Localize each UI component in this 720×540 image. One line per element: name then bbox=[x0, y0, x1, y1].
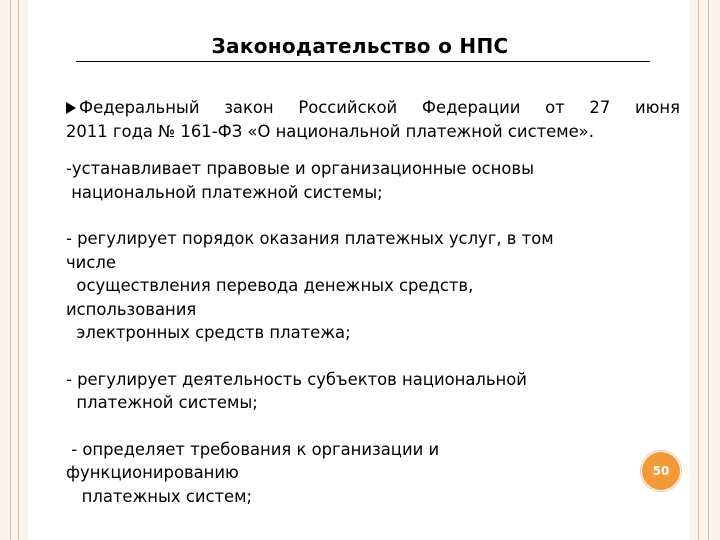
page-number-badge: 50 bbox=[641, 451, 681, 491]
paragraph-line: платежной системы; bbox=[66, 393, 258, 412]
arrow-bullet-icon bbox=[66, 102, 76, 114]
right-border-line bbox=[708, 0, 709, 540]
law-reference-text: Федеральный закон Российской Федерации от 27 июня bbox=[79, 98, 680, 117]
slide-title: Законодательство о НПС bbox=[211, 34, 509, 58]
paragraph-line: - регулирует деятельность субъектов национальной bbox=[66, 369, 527, 389]
paragraph-line: осуществления перевода денежных средств, bbox=[66, 276, 474, 295]
law-reference-text: 2011 года № 161-ФЗ «О национальной платежной системе». bbox=[66, 121, 594, 141]
paragraph-line: функционированию bbox=[66, 463, 239, 482]
left-decorative-border bbox=[0, 0, 28, 540]
paragraph-line: - определяет требования к организации и bbox=[66, 439, 440, 459]
law-reference-line bbox=[66, 96, 680, 120]
law-reference bbox=[66, 96, 680, 143]
left-border-line bbox=[10, 0, 11, 540]
right-decorative-border bbox=[690, 0, 720, 540]
paragraph-line: национальной платежной системы; bbox=[66, 182, 383, 202]
title-underline bbox=[76, 61, 650, 62]
paragraph bbox=[66, 438, 680, 509]
right-border-line bbox=[698, 0, 699, 540]
paragraph-line: числе bbox=[66, 252, 116, 272]
paragraph bbox=[66, 368, 680, 415]
paragraph-line: платежных систем; bbox=[66, 486, 253, 506]
paragraph-line: использования bbox=[66, 299, 197, 319]
slide-body bbox=[66, 96, 680, 508]
paragraph bbox=[66, 227, 680, 345]
paragraph-line: электронных средств платежа; bbox=[66, 323, 351, 342]
paragraph bbox=[66, 157, 680, 204]
left-border-line bbox=[18, 0, 19, 540]
paragraph-line: - регулирует порядок оказания платежных услуг, в том bbox=[66, 229, 554, 248]
paragraph-line: -устанавливает правовые и организационные основы bbox=[66, 159, 535, 178]
